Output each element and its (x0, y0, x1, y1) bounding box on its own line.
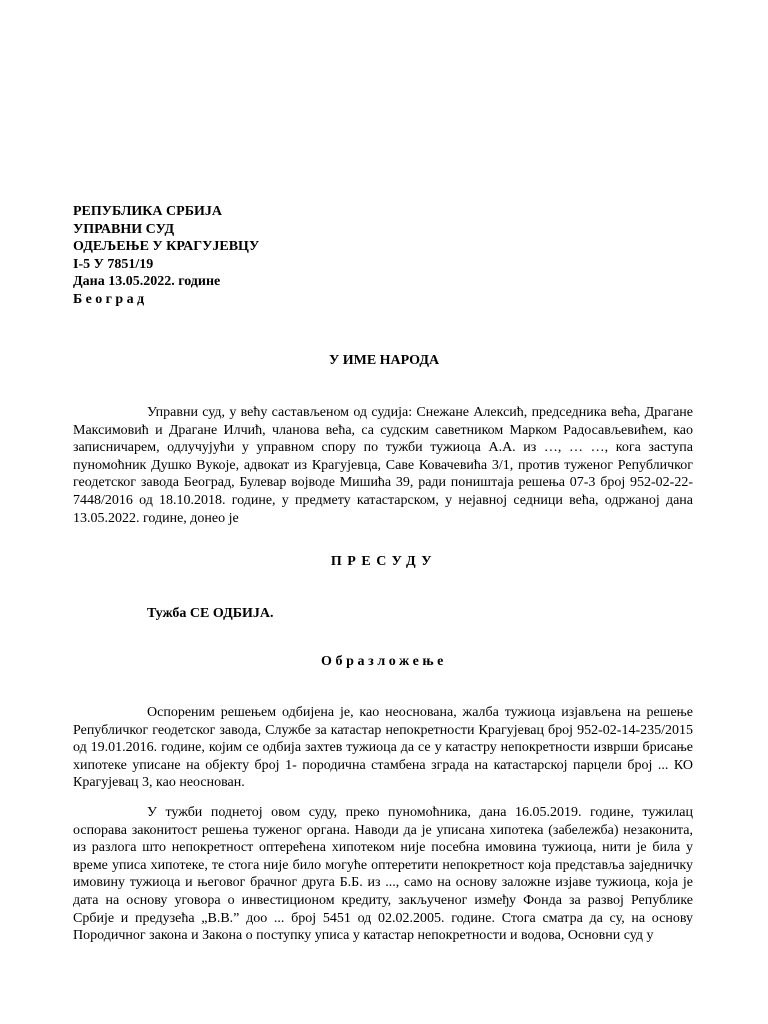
reasoning-paragraph: У тужби поднетој овом суду, преко пуномоћника, дана 16.05.2019. године, тужилац оспорава законитост решења туженог органа. Наводи да је уписана хипотека (забележба) незаконита, из разлога што непокретност оптерећена хипотеком није посебна имовина тужиоца, нити је била у време уписа хипотеке, те стога није било могуће оптеретити непокретност која представља заједничку имовину тужиоца и његовог брачног друга Б.Б. из ..., само на основу заложне изјаве тужиоца, која је дата на основу уговора о инвестиционом кредиту, закљученог између Фонда за развој Републике Србије и предузећа „В.В.” доо ... број 5451 од 02.02.2005. године. Стога сматра да су, на основу Породичног закона и Закона о поступку уписа у катастар непокретности и водова, Основни суд у (73, 805, 693, 944)
reasoning-paragraph: Оспореним решењем одбијена је, као неоснована, жалба тужиоца изјављена на решење Републичког геодетског завода, Службе за катастар непокретности Крагујевац број 952-02-14-235/2015 од 19.01.2016. године, којим се одбија захтев тужиоца да се у катастру непокретности изврши брисање хипотеке уписане на објекту број 1- породична стамбена зграда на катастарској парцели број ... КО Крагујевац 3, као неоснован. (73, 705, 693, 791)
header-department: ОДЕЉЕЊЕ У КРАГУЈЕВЦУ (73, 239, 260, 255)
document-header (73, 203, 259, 309)
document-date: Дана 13.05.2022. године (73, 274, 221, 290)
header-republic: РЕПУБЛИКА СРБИЈА (73, 204, 222, 219)
case-number: I-5 У 7851/19 (73, 256, 154, 272)
verdict-text: Тужба СЕ ОДБИЈА. (147, 606, 274, 621)
intro-paragraph: Управни суд, у већу састављеном од судија: Снежане Алексић, председника већа, Драгане Максимовић и Драгане Илчић, чланова већа, са судским саветником Марком Радосављевићем, као записничарем, одлучујући у управном спору по тужби тужиоца А.А. из …, … …, кога заступа пуномоћник Душко Вукоје, адвокат из Крагујевца, Саве Ковачевића 3/1, против туженог Републичког геодетског завода Београд, Булевар војводе Мишића 39, ради поништаја решења 07-3 број 952-02-22-7448/2016 од 18.10.2018. године, у предмету катастарском, у нејавној седници већа, одржаној дана 13.05.2022. године, донео је (73, 405, 693, 526)
header-court: УПРАВНИ СУД (73, 221, 175, 237)
heading-in-the-name-of-people: У ИМЕ НАРОДА (328, 353, 440, 368)
heading-verdict: ПРЕСУДУ (330, 554, 438, 569)
heading-reasoning: Образложење (321, 654, 447, 669)
document-city: Београд (73, 291, 148, 307)
